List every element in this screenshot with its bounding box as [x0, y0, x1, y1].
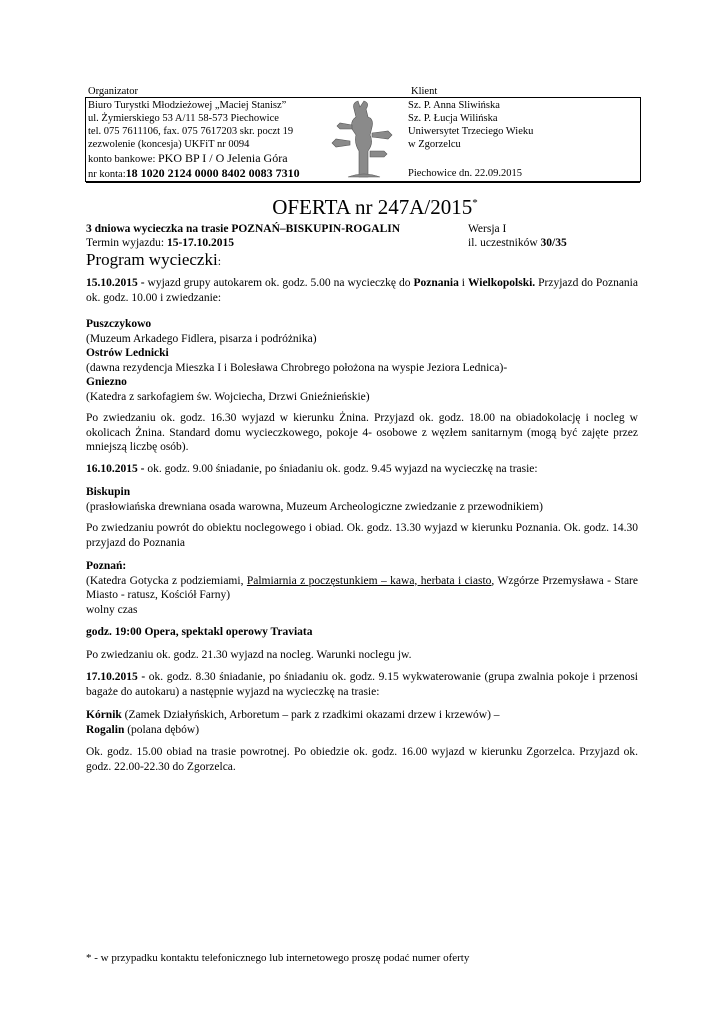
term-label: Termin wyjazdu: — [86, 237, 167, 249]
account-line — [88, 167, 300, 181]
place-gniezno — [86, 375, 638, 404]
place-desc: (prasłowiańska drewniana osada warowna, Muzeum Archeologiczne zwiedzanie z przewodnikiem) — [86, 500, 543, 513]
organizer-label: Organizator — [88, 86, 138, 97]
trip-name — [86, 222, 400, 237]
place-title: Puszczykowo — [86, 318, 152, 330]
bank-name: PKO BP I / O Jelenia Góra — [158, 151, 288, 165]
place-title: Kórnik — [86, 709, 122, 721]
client-label: Klient — [411, 86, 438, 97]
day1-poznan: Poznania — [413, 277, 459, 289]
place-desc-b: , Wzgórze Przemysława - Stare Miasto - ratusz, Kościół Farny) — [86, 574, 638, 601]
day1-text-b: Przyjazd do Poznania ok. godz. 10.00 i zwiedzanie: — [86, 277, 638, 304]
program-heading-text: Program wycieczki — [86, 250, 218, 269]
day1-wielkopolska: Wielkopolski. — [467, 277, 536, 289]
day3-after: Ok. godz. 15.00 obiad na trasie powrotnej. Po obiedzie ok. godz. 16.00 wyjazd w kierunku Zgorzelca. Przyjazd ok. godz. 22.00-22.30 do Zgorzelca. — [86, 746, 638, 773]
day1-text: wyjazd grupy autokarem ok. godz. 5.00 na wycieczkę do — [144, 277, 414, 289]
palmiarnia-underlined: Palmiarnia z poczęstunkiem – kawa, herbata i ciasto — [246, 574, 492, 587]
place-desc — [86, 574, 638, 603]
program-heading — [86, 249, 221, 272]
footnote: * - w przypadku kontaktu telefonicznego lub internetowego proszę podać numer oferty — [86, 952, 470, 964]
trip-name-text: 3 dniowa wycieczka na trasie POZNAŃ–BISKUPIN-ROGALIN — [86, 223, 401, 235]
place-date: Piechowice dn. 22.09.2015 — [408, 168, 523, 179]
free-time: wolny czas — [86, 603, 138, 616]
organizer-line: ul. Żymierskiego 53 A/11 58-573 Piechowice — [88, 113, 279, 124]
day3-date: 17.10.2015 - — [86, 671, 146, 683]
day1-and: i — [458, 277, 468, 289]
day3-intro — [86, 670, 638, 699]
place-title: Rogalin — [86, 723, 125, 736]
account-number: 18 1020 2124 0000 8402 0083 7310 — [125, 166, 300, 180]
term-value: 15-17.10.2015 — [166, 237, 235, 249]
organizer-line: zezwolenie (koncesja) UKFiT nr 0094 — [88, 139, 250, 150]
offer-title-text: OFERTA nr 247A/2015 — [272, 195, 473, 219]
participants-label: il. uczestników — [468, 237, 541, 249]
day2-intro — [86, 462, 638, 477]
offer-title-mark: * — [472, 197, 478, 209]
opera-text: godz. 19:00 Opera, spektakl operowy Traviata — [86, 626, 313, 638]
organizer-line: tel. 075 7611106, fax. 075 7617203 skr. poczt 19 — [88, 126, 294, 137]
offer-title-wrap — [0, 190, 724, 220]
place-desc: (Muzeum Arkadego Fidlera, pisarza i podróżnika) — [86, 332, 317, 345]
day3-text: ok. godz. 8.30 śniadanie, po śniadaniu ok. godz. 9.15 wykwaterowanie (grupa zwalnia pokoje i przenosi bagaże do autokaru) a następnie wyjazd na wycieczkę na trasie: — [86, 671, 638, 698]
day1-after: Po zwiedzaniu ok. godz. 16.30 wyjazd w kierunku Żnina. Przyjazd ok. godz. 18.00 na obiadokolację i nocleg w okolicach Żnina. Standard domu wycieczkowego, pokoje 4- osobowe z węzłem sanitarnym (mogą być zajęte przez mniejszą liczbę osób). — [86, 412, 638, 453]
day2-after: Po zwiedzaniu powrót do obiektu noclegowego i obiad. Ok. godz. 13.30 wyjazd w kierunku Poznania. Ok. godz. 14.30 przyjazd do Poznania — [86, 522, 638, 549]
day2-night: Po zwiedzaniu ok. godz. 21.30 wyjazd na nocleg. Warunki noclegu jw. — [86, 648, 412, 661]
place-desc: (dawna rezydencja Mieszka I i Bolesława Chrobrego położona na wyspie Jeziora Lednica)- — [86, 361, 508, 374]
day2-date: 16.10.2015 - — [86, 462, 145, 475]
participants-value: 30/35 — [540, 237, 567, 249]
place-title: Gniezno — [86, 376, 127, 388]
program-heading-colon: : — [217, 254, 222, 268]
day1-intro — [86, 276, 638, 305]
opera — [86, 625, 638, 640]
organizer-line: Biuro Turystki Młodzieżowej „Maciej Stanisz” — [88, 100, 287, 111]
place-title: Ostrów Lednicki — [86, 347, 169, 359]
place-title: Biskupin — [86, 486, 131, 498]
organizer-block — [88, 99, 300, 181]
place-desc: (Katedra z sarkofagiem św. Wojciecha, Drzwi Gnieźnieńskie) — [86, 390, 370, 403]
logo-tree-icon — [326, 99, 402, 179]
place-kornik-rogalin — [86, 708, 638, 737]
participants — [468, 236, 567, 251]
offer-title — [272, 195, 478, 219]
place-desc: (Zamek Działyńskich, Arboretum – park z rzadkimi okazami drzew i krzewów) – — [121, 709, 500, 721]
place-title: Poznań: — [86, 560, 127, 572]
place-ostrow-lednicki — [86, 346, 638, 375]
day1-date: 15.10.2015 - — [86, 277, 145, 289]
day2-text: ok. godz. 9.00 śniadanie, po śniadaniu ok. godz. 9.45 wyjazd na wycieczkę na trasie: — [144, 462, 538, 475]
place-desc-a: (Katedra Gotycka z podziemiami, — [86, 574, 247, 587]
place-biskupin — [86, 485, 638, 514]
version: Wersja I — [468, 223, 507, 235]
client-line: Sz. P. Anna Sliwińska — [408, 100, 500, 111]
account-prefix: nr konta: — [88, 169, 126, 180]
client-line: Sz. P. Łucja Wilińska — [408, 113, 498, 124]
bank-prefix: konto bankowe: — [88, 154, 158, 165]
client-line: w Zgorzelcu — [408, 139, 461, 150]
client-block — [408, 99, 533, 151]
header-divider — [86, 182, 640, 183]
program-body — [86, 276, 638, 774]
bank-line — [88, 152, 300, 166]
place-poznan — [86, 559, 638, 617]
place-desc: (polana dębów) — [124, 723, 200, 736]
client-line: Uniwersytet Trzeciego Wieku — [408, 126, 534, 137]
place-puszczykowo — [86, 317, 638, 346]
